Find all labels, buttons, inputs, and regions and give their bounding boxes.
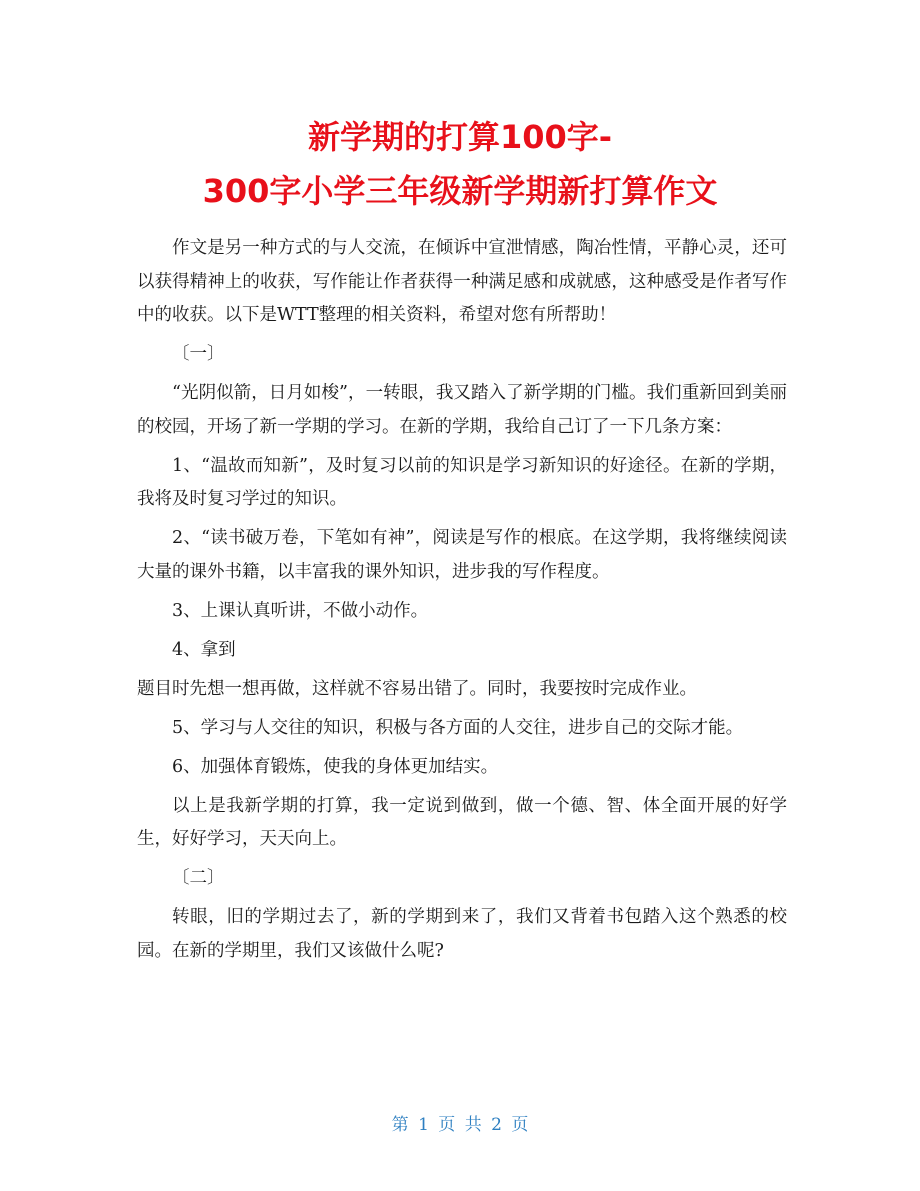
title-line-2: 300字小学三年级新学期新打算作文	[202, 172, 718, 210]
plan-item-3: 3、上课认真听讲，不做小动作。	[172, 600, 429, 621]
plan-item-6: 6、加强体育锻炼，使我的身体更加结实。	[172, 756, 499, 777]
page-footer: 第 1 页 共 2 页	[391, 1115, 529, 1135]
paragraph-opening: “光阴似箭，日月如梭”，一转眼，我又踏入了新学期的门槛。我们重新回到美丽的校园，开场了新一学期的学习。在新的学期，我给自己订了一下几条方案：	[137, 383, 787, 437]
intro-paragraph: 作文是另一种方式的与人交流，在倾诉中宣泄情感，陶冶性情，平静心灵，还可以获得精神上的收获，写作能让作者获得一种满足感和成就感，这种感受是作者写作中的收获。以下是WTT整理的相关资料，希望对您有所帮助！	[137, 238, 787, 325]
paragraph-section-2: 转眼，旧的学期过去了，新的学期到来了，我们又背着书包踏入这个熟悉的校园。在新的学期里，我们又该做什么呢?	[137, 907, 787, 961]
plan-item-2: 2、“读书破万卷，下笔如有神”，阅读是写作的根底。在这学期，我将继续阅读大量的课外书籍，以丰富我的课外知识，进步我的写作程度。	[137, 528, 787, 582]
section-marker-2: 〔二〕	[172, 868, 225, 888]
paragraph-conclusion: 以上是我新学期的打算，我一定说到做到，做一个德、智、体全面开展的好学生，好好学习，天天向上。	[137, 795, 787, 849]
document-title	[0, 110, 920, 218]
plan-item-4-continued: 题目时先想一想再做，这样就不容易出错了。同时，我要按时完成作业。	[137, 678, 697, 699]
plan-item-1: 1、“温故而知新”，及时复习以前的知识是学习新知识的好途径。在新的学期，我将及时复习学过的知识。	[137, 455, 787, 509]
title-line-1: 新学期的打算100字-	[307, 118, 613, 156]
section-marker-1: 〔一〕	[172, 344, 225, 364]
plan-item-4-start: 4、拿到	[172, 639, 236, 660]
document-body	[137, 232, 787, 974]
plan-item-5: 5、学习与人交往的知识，积极与各方面的人交往，进步自己的交际才能。	[172, 717, 744, 738]
